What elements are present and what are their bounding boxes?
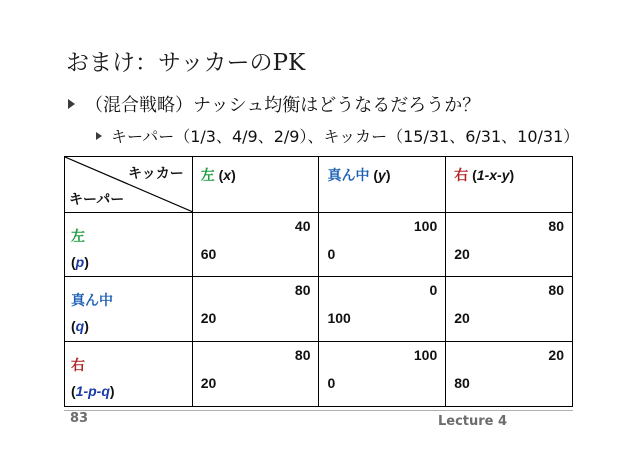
table-row: [65, 212, 573, 277]
page-number: 83: [70, 411, 89, 426]
col-header-center-var: y: [378, 167, 386, 183]
col-header-right: 右 (1-x-y): [446, 157, 573, 213]
payoff-table: [64, 156, 573, 407]
kicker-payoff: 100: [413, 217, 438, 234]
payoff-cell: [192, 342, 319, 407]
payoff-cell: [446, 342, 573, 407]
col-header-left-var: x: [223, 167, 232, 183]
keeper-payoff: 20: [200, 375, 217, 392]
kicker-payoff: 20: [548, 347, 564, 364]
keeper-payoff: 80: [454, 375, 470, 392]
row-header-center-label: 真ん中: [71, 292, 113, 309]
slide-title: おまけ：サッカーのPK: [66, 50, 306, 76]
kicker-payoff: 40: [294, 217, 311, 234]
keeper-payoff: 0: [327, 245, 336, 262]
footer-divider: [64, 410, 573, 411]
kicker-payoff: 0: [429, 282, 438, 299]
kicker-payoff: 80: [548, 217, 564, 234]
col-header-left-label: 左: [200, 167, 215, 183]
keeper-payoff: 60: [200, 245, 217, 262]
col-header-right-label: 右: [454, 167, 469, 183]
keeper-payoff: 20: [454, 245, 470, 262]
col-header-right-var: 1-x-y: [476, 167, 510, 183]
row-header-left-label: 左: [71, 227, 85, 244]
corner-kicker-label: キッカー: [128, 165, 184, 181]
row-header-right: 右 (1-p-q): [65, 342, 193, 407]
keeper-payoff: 20: [200, 310, 217, 327]
bullet-level1: [68, 91, 480, 117]
payoff-cell: [446, 212, 573, 277]
row-header-right-label: 右: [71, 357, 85, 374]
kicker-payoff: 80: [294, 282, 311, 299]
row-header-center: 真ん中 (q): [65, 277, 193, 342]
row-header-center-var: q: [75, 318, 85, 335]
kicker-payoff: 80: [548, 282, 564, 299]
payoff-cell: [319, 212, 446, 277]
keeper-payoff: 20: [454, 310, 470, 327]
kicker-payoff: 100: [413, 347, 438, 364]
corner-cell: [65, 157, 193, 213]
table-row: [65, 342, 573, 407]
keeper-payoff: 0: [327, 375, 336, 392]
payoff-cell: [192, 277, 319, 342]
footer-label: Lecture 4: [438, 414, 508, 429]
table-row: [65, 277, 573, 342]
payoff-cell: [446, 277, 573, 342]
row-header-left-var: p: [75, 253, 85, 270]
bullet-triangle-icon: [68, 99, 75, 109]
bullet-level2: [96, 124, 579, 147]
bullet-level1-text: （混合戦略）ナッシュ均衡はどうなるだろうか？: [85, 95, 481, 116]
bullet-triangle-icon: [96, 132, 102, 140]
row-header-right-var: 1-p-q: [75, 383, 110, 400]
header-row: [65, 157, 573, 213]
corner-keeper-label: キーパー: [69, 191, 125, 207]
keeper-payoff: 100: [327, 310, 351, 327]
kicker-payoff: 80: [294, 347, 311, 364]
col-header-center: 真ん中 (y): [319, 157, 446, 213]
row-header-left: 左 (p): [65, 212, 193, 277]
payoff-cell: [319, 277, 446, 342]
payoff-cell: [319, 342, 446, 407]
payoff-cell: [192, 212, 319, 277]
bullet-level2-text: キーパー（1/3、4/9、2/9）、キッカー（15/31、6/31、10/31）: [111, 127, 580, 146]
col-header-left: 左 (x): [192, 157, 319, 213]
col-header-center-label: 真ん中: [327, 167, 370, 183]
